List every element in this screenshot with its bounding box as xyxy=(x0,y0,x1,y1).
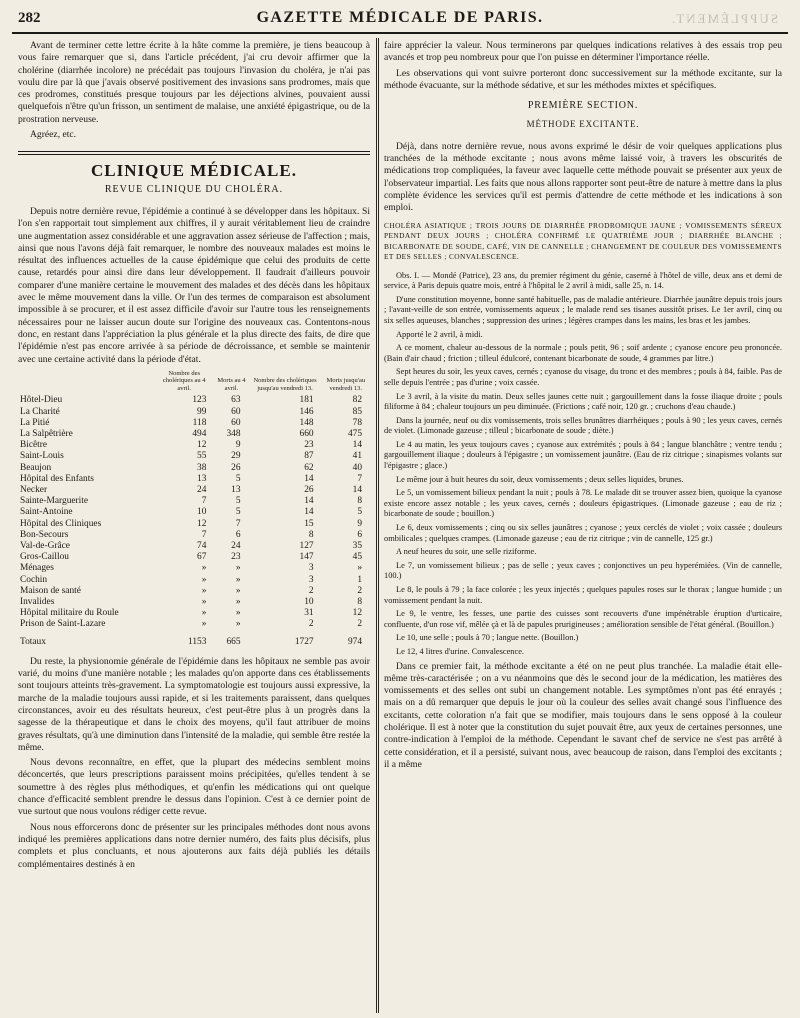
table-row xyxy=(18,440,370,451)
table-value-cell: 14 xyxy=(352,440,362,451)
page-header xyxy=(12,8,788,34)
table-value-cell: 41 xyxy=(352,451,362,462)
table-value-cell: 24 xyxy=(231,540,241,551)
table-value-cell: 12 xyxy=(352,608,362,619)
table-row xyxy=(18,496,370,507)
table-header-row xyxy=(18,370,370,396)
table-value-cell: » xyxy=(235,596,241,607)
table-row xyxy=(18,485,370,496)
right-column xyxy=(384,40,782,774)
table-value-cell: 5 xyxy=(357,507,362,518)
table-value-cell: » xyxy=(201,574,207,585)
table-value-cell: 78 xyxy=(352,417,362,428)
table-value-cell: 14 xyxy=(304,496,314,507)
section-title: CLINIQUE MÉDICALE. xyxy=(91,161,297,181)
table-value-cell: 62 xyxy=(304,462,314,473)
table-total-row xyxy=(18,631,370,648)
table-header-cell: Nombre des cholériques au 4 avril. xyxy=(162,369,206,392)
table-value-cell: 1 xyxy=(357,574,362,585)
table-value-cell: 3 xyxy=(308,563,314,574)
column-rule xyxy=(376,38,377,1013)
table-value-cell: 55 xyxy=(197,451,207,462)
section-subtitle: REVUE CLINIQUE DU CHOLÉRA. xyxy=(104,183,284,195)
section-subheading: MÉTHODE EXCITANTE. xyxy=(526,119,640,130)
hospital-name-cell: Ménages xyxy=(20,563,54,574)
table-value-cell: 15 xyxy=(304,518,314,529)
observation-line: Le 3 avril, à la visite du matin. Deux selles jaunes cette nuit ; gargouillement dans la fosse iliaque droite ; pouls filiforme à 84 ; chaleur toujours un peu diminuée. (Frictions ; café noir, 120 gr. ; cruchons d'eau chaude.) xyxy=(384,391,782,412)
table-value-cell: 6 xyxy=(357,529,362,540)
table-row xyxy=(18,407,370,418)
intro-paragraph: Avant de terminer cette lettre écrite à la hâte comme la première, je tiens beaucoup à vous faire remarquer que si, dans l'article précédent, j'ai cru devoir affirmer que la cholérine (diarrhée incolore) ne précédait pas toujours l'invasion du choléra, je n'ai pas voulu dire par là que j'avais observé positivement des invasions sans prodromes, mais que ces prodromes, constitués presque toujours par les déjections alvines, pouvaient aussi quelquefois n'être qu'un frisson, un sentiment de malaise, une anxiété épigastrique, ou de la prostration nerveuse. xyxy=(18,40,370,125)
table-row xyxy=(18,541,370,552)
table-value-cell: 9 xyxy=(235,440,241,451)
hospital-name-cell: Hôtel-Dieu xyxy=(20,395,63,406)
table-value-cell: » xyxy=(235,563,241,574)
hospital-name-cell: Gros-Caillou xyxy=(20,552,69,563)
table-value-cell: 2 xyxy=(357,619,362,630)
table-row xyxy=(18,474,370,485)
page-number: 282 xyxy=(18,10,41,26)
table-header-cell: Morts au 4 avril. xyxy=(217,377,246,392)
table-value-cell: 7 xyxy=(201,496,207,507)
left-column xyxy=(18,40,370,874)
observation-line: D'une constitution moyenne, bonne santé habituelle, pas de maladie antérieure. Diarrhée jaunâtre depuis trois jours ; l'avant-veille de son entrée, vomissements aqueux ; le malade rend ses tisanes aussitôt prises. Le 1er avril, cinq ou six selles aqueuses, blanches ; suppression des urines ; légères crampes dans les mains, les bras et les jambes. xyxy=(384,294,782,325)
hospital-name-cell: Prison de Saint-Lazare xyxy=(20,619,106,630)
table-value-cell: 87 xyxy=(304,451,314,462)
table-value-cell: 67 xyxy=(197,552,207,563)
table-value-cell: 12 xyxy=(197,440,207,451)
table-value-cell: 38 xyxy=(197,462,207,473)
table-value-cell: 7 xyxy=(201,529,207,540)
observation-line: A neuf heures du soir, une selle riziforme. xyxy=(396,547,537,557)
journal-title: GAZETTE MÉDICALE DE PARIS. xyxy=(256,9,544,26)
observation-line: Le 4 au matin, les yeux toujours caves ; cyanose aux extrémités ; pouls à 84 ; langue blanchâtre ; ventre tendu ; gargouillement iliaque ; douleurs à l'épigastre ; un vomissement jaunâtre. (Eau de riz citrique ; sinapismes volants sur l'épigastre ; glace.) xyxy=(384,439,782,471)
table-value-cell: 2 xyxy=(357,585,362,596)
table-value-cell: 14 xyxy=(304,473,314,484)
hospital-name-cell: Bicêtre xyxy=(20,440,48,451)
table-row xyxy=(18,530,370,541)
hospital-name-cell: Hôpital des Enfants xyxy=(20,473,94,484)
table-value-cell: 12 xyxy=(197,518,207,529)
table-value-cell: 9 xyxy=(357,518,362,529)
observation-block xyxy=(384,271,782,658)
body-paragraph: Nous nous efforcerons donc de présenter sur les principales méthodes dont nous avons indiqué les premières applications dans notre dernier numéro, des faits plus décisifs, plus complets et plus concluants, et nous ajouterons aux faits déjà publiés les détails complémentaires destinés à en xyxy=(18,821,370,870)
table-value-cell: 5 xyxy=(235,496,241,507)
hospital-name-cell: Invalides xyxy=(20,596,55,607)
table-row xyxy=(18,519,370,530)
hospital-name-cell: Hôpital militaire du Roule xyxy=(20,608,119,619)
observation-line: Le 5, un vomissement bilieux pendant la nuit ; pouls à 78. Le malade dit se trouver assez bien, quoique la cyanose existe encore assez notable ; les yeux caves, cernés ; douleurs épigastriques. (Limonade gazeuse ; eau de riz ; bicarbonate de soude ; bouillon.) xyxy=(384,488,782,519)
table-value-cell: » xyxy=(235,608,241,619)
observation-line: Le 9, le ventre, les fesses, une partie des cuisses sont recouverts d'une impénétrable éruption d'urticaire, confluente, d'un rose vif, mêlée çà et là de papules prurigineuses ; amélioration sensible de l'état général. (Bouillon.) xyxy=(384,609,782,629)
body-paragraph: Déjà, dans notre dernière revue, nous avons exprimé le désir de voir quelques applications plus tranchées de la méthode excitante ; nous avons même laissé voir, à travers les obscurités de médications trop compliquées, la faveur avec laquelle cette méthode pouvait se présenter aux yeux de l'observateur impartial. Les faits que nous allons rapporter sont peut-être de nature à mettre dans la plus complète évidence les services qu'il est permis d'attendre de cette méthode et les indications à son emploi. xyxy=(384,140,782,214)
table-value-cell: 123 xyxy=(192,395,207,406)
table-row xyxy=(18,563,370,574)
table-body xyxy=(18,395,370,647)
table-value-cell: » xyxy=(235,574,241,585)
table-value-cell: 475 xyxy=(347,428,362,439)
hospital-name-cell: La Charité xyxy=(20,406,60,417)
table-value-cell: 118 xyxy=(192,417,207,428)
observation-line: Le 7, un vomissement bilieux ; pas de selle ; yeux caves ; conjonctives un peu hyperémiées. (Vin de cannelle, 100.) xyxy=(384,560,782,581)
table-value-cell: 148 xyxy=(299,417,314,428)
hospital-name-cell: Saint-Antoine xyxy=(20,507,73,518)
total-label-cell: Totaux xyxy=(20,636,46,647)
table-value-cell: 5 xyxy=(235,507,241,518)
body-paragraph: Depuis notre dernière revue, l'épidémie a continué à se développer dans les hôpitaux. Si l'on s'en rapportait tout simplement aux chiffres, il y aurait véritablement lieu de craindre une augmentation assez considérable et une aggravation assez sérieuse de l'affection ; mais, ainsi que nous l'avons déjà fait remarquer, le nombre des nouveaux malades est moins le résultat des influences actuelles de la cause épidémique que celui des produits de cette cause, retardés pour ainsi dire dans leur développement. Il faudrait d'ailleurs pouvoir comparer d'une manière certaine le mouvement des malades et des décès dans les hôpitaux avec le même mouvement dans la ville. Or l'un des termes de comparaison est absolument impossible à se procurer, et il est assez difficile d'avoir sur l'autre tous les renseignements nécessaires pour ne laisser aucun doute sur l'origine des nouveaux cas. Contentons-nous donc, en restant dans l'appréciation la plus générale et la plus directe des faits, de dire que l'épidémie n'est pas encore arrivée à sa période de décroissance, et semble se maintenir avec une certaine activité dans la période d'état. xyxy=(18,205,370,365)
table-value-cell: 29 xyxy=(231,451,241,462)
table-value-cell: 8 xyxy=(357,596,362,607)
table-value-cell: 494 xyxy=(192,428,207,439)
hospital-name-cell: Val-de-Grâce xyxy=(20,540,70,551)
table-value-cell: 14 xyxy=(304,507,314,518)
hospital-name-cell: La Salpêtrière xyxy=(20,428,73,439)
table-value-cell: 146 xyxy=(299,406,314,417)
table-value-cell: 8 xyxy=(357,496,362,507)
hospital-name-cell: Maison de santé xyxy=(20,585,81,596)
hospital-name-cell: Bon-Secours xyxy=(20,529,69,540)
table-value-cell: 2 xyxy=(308,619,314,630)
hospital-statistics-table xyxy=(18,370,370,648)
table-value-cell: 13 xyxy=(197,473,207,484)
table-value-cell: 26 xyxy=(304,484,314,495)
table-value-cell: 63 xyxy=(231,395,241,406)
table-value-cell: 26 xyxy=(231,462,241,473)
table-header-cell xyxy=(18,370,154,396)
hospital-name-cell: Cochin xyxy=(20,574,48,585)
hospital-name-cell: La Pitié xyxy=(20,417,50,428)
section-heading: PREMIÈRE SECTION. xyxy=(527,100,639,112)
table-value-cell: 10 xyxy=(304,596,314,607)
table-value-cell: 5 xyxy=(235,473,241,484)
observation-line: Le 6, deux vomissements ; cinq ou six selles jaunâtres ; cyanose ; yeux cerclés de violet ; voix cassée ; douleurs ombilicales ; quelques crampes. (Limonade gazeuse ; eau de riz citrique ; vin de cannelle, 125 gr.) xyxy=(384,523,782,543)
observation-line: Dans la journée, neuf ou dix vomissements, trois selles brunâtres diarrhéiques ; pouls à 90 ; les yeux caves, cernés de violet. (Limonade gazeuse ; tilleul ; bicarbonate de soude ; diète.) xyxy=(384,415,782,436)
section-divider xyxy=(18,151,370,152)
table-value-cell: » xyxy=(357,563,362,574)
body-paragraph: faire apprécier la valeur. Nous terminerons par quelques indications relatives à des essais trop peu avancés et trop peu nombreux pour que l'on puisse en déterminer l'importance réelle. xyxy=(384,40,782,64)
bleed-through-text: SUPPLÉMENT. xyxy=(669,11,778,26)
table-value-cell: 82 xyxy=(352,395,362,406)
table-row xyxy=(18,608,370,619)
table-value-cell: » xyxy=(201,596,207,607)
table-value-cell: 74 xyxy=(197,540,207,551)
table-value-cell: 7 xyxy=(235,518,241,529)
observation-line: Le même jour à huit heures du soir, deux vomissements ; deux selles liquides, brunes. xyxy=(396,474,684,484)
table-value-cell: 127 xyxy=(299,540,314,551)
table-value-cell: 147 xyxy=(299,552,314,563)
closing-salutation: Agréez, etc. xyxy=(30,129,77,141)
observation-line: Sept heures du soir, les yeux caves, cernés ; cyanose du visage, du tronc et des membres ; pouls à 84, faible. Pas de selle depuis l'entrée ; pas d'urine ; voix cassée. xyxy=(384,367,782,387)
table-value-cell: 31 xyxy=(304,608,314,619)
observation-line: Apporté le 2 avril, à midi. xyxy=(396,329,483,339)
table-row xyxy=(18,507,370,518)
table-value-cell: 85 xyxy=(352,406,362,417)
hospital-name-cell: Hôpital des Cliniques xyxy=(20,518,102,529)
table-row xyxy=(18,586,370,597)
table-value-cell: 23 xyxy=(231,552,241,563)
table-value-cell: » xyxy=(235,585,241,596)
table-value-cell: » xyxy=(235,619,241,630)
hospital-name-cell: Necker xyxy=(20,484,48,495)
table-row xyxy=(18,597,370,608)
table-value-cell: » xyxy=(201,619,207,630)
table-row xyxy=(18,575,370,586)
table-row xyxy=(18,395,370,406)
table-row xyxy=(18,619,370,630)
observation-line: Le 12, 4 litres d'urine. Convalescence. xyxy=(396,646,525,656)
table-value-cell: 3 xyxy=(308,574,314,585)
table-value-cell: 24 xyxy=(197,484,207,495)
table-value-cell: » xyxy=(201,563,207,574)
table-value-cell: 40 xyxy=(352,462,362,473)
body-paragraph: Nous devons reconnaître, en effet, que la plupart des médecins semblent moins déconcertés, que leurs prescriptions paraissent moins précipitées, qu'elles tendent à se soumettre à des règles plus méthodiques, et qu'enfin les médications qui ont quelque chance d'efficacité semblent prendre le dessus dans l'opinion. C'est à ce dernier point de vue surtout que nous voulons rédiger cette revue. xyxy=(18,757,370,818)
observation-line: Le 10, une selle ; pouls à 70 ; langue nette. (Bouillon.) xyxy=(396,633,579,643)
table-value-cell: 7 xyxy=(357,473,362,484)
body-paragraph: Les observations qui vont suivre porteront donc successivement sur la méthode excitante, sur la méthode évacuante, sur la méthode sédative, et sur les méthodes mixtes et spécifiques. xyxy=(384,67,782,91)
total-value-cell: 665 xyxy=(226,636,241,647)
table-value-cell: » xyxy=(201,608,207,619)
observation-line: Le 8, le pouls à 79 ; la face colorée ; les yeux injectés ; quelques papules roses sur le thorax ; langue humide ; un vomissement pendant la nuit. xyxy=(384,585,782,605)
total-value-cell: 974 xyxy=(347,636,362,647)
table-row xyxy=(18,451,370,462)
table-value-cell: 60 xyxy=(231,417,241,428)
table-value-cell: 45 xyxy=(352,552,362,563)
table-value-cell: 60 xyxy=(231,406,241,417)
total-value-cell: 1727 xyxy=(294,636,314,647)
table-row xyxy=(18,429,370,440)
table-value-cell: 6 xyxy=(235,529,241,540)
case-summary: CHOLÉRA ASIATIQUE ; TROIS JOURS DE DIARRHÉE PRODROMIQUE JAUNE ; VOMISSEMENTS SÉREUX PENDANT DEUX JOURS ; CHOLÉRA CONFIRMÉ LE QUATRIÈME JOUR ; DIARRHÉE BLANCHE ; BICARBONATE DE SOUDE, CAFÉ, VIN DE CANNELLE ; CHANGEMENT DE COULEUR DES VOMISSEMENTS ET DES SELLES ; CONVALESCENCE. xyxy=(384,220,782,262)
table-row xyxy=(18,418,370,429)
table-row xyxy=(18,552,370,563)
table-value-cell: 348 xyxy=(226,428,241,439)
observation-line: Obs. I. — Mondé (Patrice), 23 ans, du premier régiment du génie, caserné à l'hôtel de ville, deux ans et demi de service, à Paris depuis quatre mois, entré à l'hôpital le 2 avril à midi, salle 25, n. 14. xyxy=(384,270,782,291)
column-rule-double xyxy=(378,38,379,1013)
table-value-cell: 181 xyxy=(299,395,314,406)
observation-line: A ce moment, chaleur au-dessous de la normale ; pouls petit, 96 ; soif ardente ; cyanose encore peu prononcée. (Bain d'air chaud ; friction ; tilleul édulcoré, contenant bicarbonate de soude, 4 grammes par litre.) xyxy=(384,343,782,363)
table-value-cell: » xyxy=(201,585,207,596)
table-row xyxy=(18,463,370,474)
table-value-cell: 35 xyxy=(352,540,362,551)
body-paragraph: Dans ce premier fait, la méthode excitante a été on ne peut plus tranchée. La maladie était elle-même très-caractérisée ; on a vu néanmoins que dès le second jour de la médication, les matières des vomissements et des selles ont subi un changement notable. Les symptômes n'ont pas été enrayés ; mais on a dû remarquer que depuis le jour où la couleur des selles avait changé sous l'influence des excitants, cette coloration n'a fait que se modifier, mais toujours dans le sens opposé à la couleur cholérique. Il est à noter que la constitution du sujet pouvait être, aux yeux de certaines personnes, une contre-indication à l'emploi de la méthode. Cependant le savant chef de service ne s'est pas arrêté à cette considération, et il a persisté, suivant nous, avec beaucoup de raison, dans l'emploi des excitants ; il a même xyxy=(384,660,782,770)
table-header-cell: Morts jusqu'au vendredi 13. xyxy=(326,377,366,392)
table-value-cell: 23 xyxy=(304,440,314,451)
table-value-cell: 99 xyxy=(197,406,207,417)
table-value-cell: 14 xyxy=(352,484,362,495)
table-value-cell: 13 xyxy=(231,484,241,495)
table-value-cell: 2 xyxy=(308,585,314,596)
table-header-cell: Nombre des cholériques jusqu'au vendredi 13. xyxy=(253,377,317,392)
table-value-cell: 8 xyxy=(308,529,314,540)
hospital-name-cell: Sainte-Marguerite xyxy=(20,496,89,507)
hospital-name-cell: Beaujon xyxy=(20,462,52,473)
table-value-cell: 10 xyxy=(197,507,207,518)
table-value-cell: 660 xyxy=(299,428,314,439)
body-paragraph: Du reste, la physionomie générale de l'épidémie dans les hôpitaux ne semble pas avoir varié, du moins d'une manière notable ; les malades qu'on apporte dans ces établissements sont toujours atteints très-gravement. La symptomatologie est toujours aussi expressive, la marche de la maladie toujours aussi rapide, et si les traitements paraissent, dans quelques circonstances, avoir eu des résultats heureux, c'est peut-être plus à un progrès dans la sagesse de la thérapeutique et dans le choix des moyens, qu'il faut attribuer de moins graves résultats, qu'à une diminution dans l'intensité de la maladie, qui semble être restée la même. xyxy=(18,655,370,753)
hospital-name-cell: Saint-Louis xyxy=(20,451,64,462)
section-divider-double xyxy=(18,154,370,155)
total-value-cell: 1153 xyxy=(187,636,207,647)
